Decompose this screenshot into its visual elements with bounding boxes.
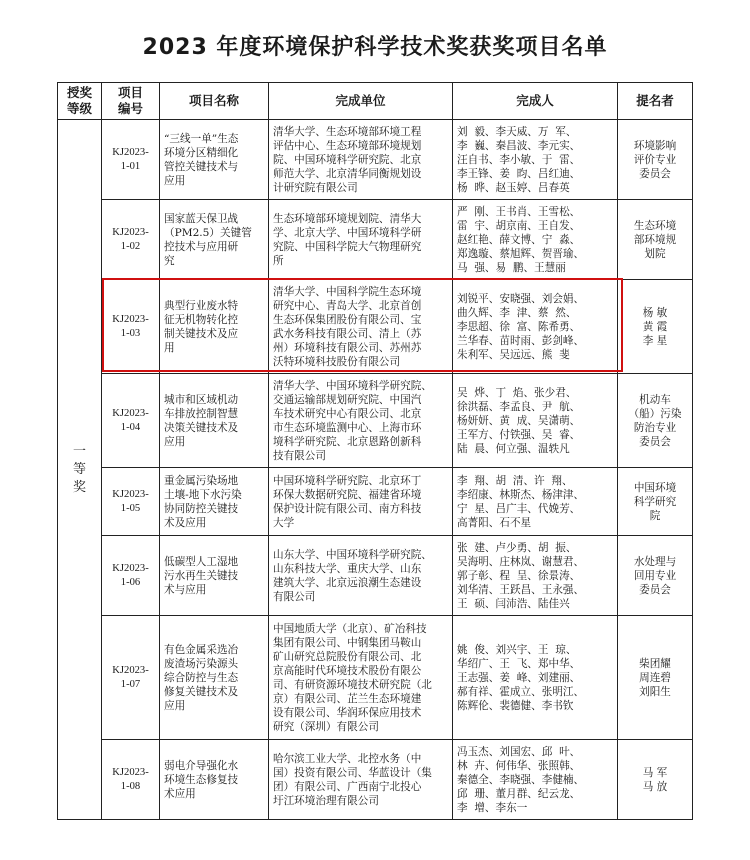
header-people: 完成人 bbox=[453, 83, 618, 120]
header-units: 完成单位 bbox=[269, 83, 453, 120]
project-code: KJ2023- 1-06 bbox=[102, 536, 160, 616]
project-name: 低碳型人工湿地 污水再生关键技 术与应用 bbox=[160, 536, 269, 616]
project-nominator: 杨 敏 黄 霞 李 星 bbox=[618, 280, 693, 374]
project-people: 姚 俊、刘兴宇、王 琼、 华绍广、王 飞、郑中华、 王志强、姜 峰、刘建丽、 郝有祥、霍成立、张明江、 陈辉伦、裴德健、李书钦 bbox=[453, 616, 618, 740]
project-name: 有色金属采选冶 废渣场污染源头 综合防控与生态 修复关键技术及 应用 bbox=[160, 616, 269, 740]
header-nominator: 提名者 bbox=[618, 83, 693, 120]
grade-label: 一等奖 bbox=[72, 443, 86, 495]
project-people: 吴 烨、丁 焰、张少君、 徐洪磊、李孟良、尹 航、 杨妍妍、黄 成、吴潇萌、 王军方、付铁强、吴 睿、 陆 晨、何立强、温轶凡 bbox=[453, 374, 618, 468]
project-people: 刘锐平、安晓强、刘会娟、 曲久辉、李 津、蔡 然、 李思超、徐 富、陈希勇、 兰华春、苗时雨、彭剑峰、 朱利军、吴远远、熊 斐 bbox=[453, 280, 618, 374]
project-name: 国家蓝天保卫战 （PM2.5）关键管 控技术与应用研 究 bbox=[160, 200, 269, 280]
project-name: 弱电介导强化水 环境生态修复技 术应用 bbox=[160, 740, 269, 820]
project-name: 重金属污染场地 土壤-地下水污染 协同防控关键技 术及应用 bbox=[160, 468, 269, 536]
project-units: 山东大学、中国环境科学研究院、 山东科技大学、重庆大学、山东 建筑大学、北京远浪潮生态建设 有限公司 bbox=[269, 536, 453, 616]
page-title: 2023 年度环境保护科学技术奖获奖项目名单 bbox=[142, 35, 608, 60]
project-nominator: 机动车 （船）污染 防治专业 委员会 bbox=[618, 374, 693, 468]
project-people: 严 刚、王书肖、王雪松、 雷 宇、胡京南、王自发、 赵红艳、薛文博、宁 淼、 郑逸璇、蔡旭辉、贺晋瑜、 马 强、易 鹏、王慧丽 bbox=[453, 200, 618, 280]
grade-cell bbox=[58, 120, 102, 820]
project-people: 李 翔、胡 清、许 翔、 李绍康、林斯杰、杨津津、 宁 星、吕广丰、代娩芳、 高菁阳、石不星 bbox=[453, 468, 618, 536]
header-row bbox=[58, 83, 693, 120]
header-code: 项目 编号 bbox=[102, 83, 160, 120]
header-grade: 授奖 等级 bbox=[58, 83, 102, 120]
project-nominator: 马 军 马 放 bbox=[618, 740, 693, 820]
project-name: 城市和区域机动 车排放控制智慧 决策关键技术及 应用 bbox=[160, 374, 269, 468]
award-table bbox=[57, 82, 693, 820]
project-units: 中国环境科学研究院、北京环丁 环保大数据研究院、福建省环境 保护设计院有限公司、南方科技 大学 bbox=[269, 468, 453, 536]
project-units: 生态环境部环境规划院、清华大 学、北京大学、中国环境科学研 究院、中国科学院大气物理研究 所 bbox=[269, 200, 453, 280]
table-row bbox=[58, 740, 693, 820]
project-nominator: 柴团耀 周连碧 刘阳生 bbox=[618, 616, 693, 740]
project-code: KJ2023- 1-02 bbox=[102, 200, 160, 280]
table-row bbox=[58, 120, 693, 200]
project-code: KJ2023- 1-04 bbox=[102, 374, 160, 468]
project-code: KJ2023- 1-07 bbox=[102, 616, 160, 740]
project-units: 中国地质大学（北京）、矿冶科技 集团有限公司、中钢集团马鞍山 矿山研究总院股份有限公司、北 京高能时代环境技术股份有限公 司、有研资源环境技术研究院（北 京）有限公司、芷兰生态环境建 设有限公司、华润环保应用技术 研究（深圳）有限公司 bbox=[269, 616, 453, 740]
table-row bbox=[58, 374, 693, 468]
project-nominator: 中国环境 科学研究 院 bbox=[618, 468, 693, 536]
project-code: KJ2023- 1-08 bbox=[102, 740, 160, 820]
project-people: 张 建、卢少勇、胡 振、 吴海明、庄林岚、谢慧君、 郭子彰、程 呈、徐景涛、 刘华清、王跃昌、王永强、 王 硕、闫沛浩、陆佳兴 bbox=[453, 536, 618, 616]
project-code: KJ2023- 1-03 bbox=[102, 280, 160, 374]
project-nominator: 水处理与 回用专业 委员会 bbox=[618, 536, 693, 616]
project-name: “三线一单”生态 环境分区精细化 管控关键技术与 应用 bbox=[160, 120, 269, 200]
table-row bbox=[58, 200, 693, 280]
project-units: 哈尔滨工业大学、北控水务（中 国）投资有限公司、华蓝设计（集 团）有限公司、广西南宁北投心 圩江环境治理有限公司 bbox=[269, 740, 453, 820]
table-row bbox=[58, 468, 693, 536]
table-row bbox=[58, 616, 693, 740]
project-units: 清华大学、中国环境科学研究院、 交通运输部规划研究院、中国汽 车技术研究中心有限公司、北京 市生态环境监测中心、上海市环 境科学研究院、北京恩路创新科 技有限公司 bbox=[269, 374, 453, 468]
table-row bbox=[58, 536, 693, 616]
project-nominator: 生态环境 部环境规 划院 bbox=[618, 200, 693, 280]
project-people: 刘 毅、李天威、万 军、 李 巍、秦昌波、李元实、 汪自书、李小敏、于 雷、 李王锋、姜 昀、吕红迪、 杨 晔、赵玉婷、吕春英 bbox=[453, 120, 618, 200]
project-name: 典型行业废水特 征无机物转化控 制关键技术及应 用 bbox=[160, 280, 269, 374]
project-code: KJ2023- 1-05 bbox=[102, 468, 160, 536]
project-nominator: 环境影响 评价专业 委员会 bbox=[618, 120, 693, 200]
project-units: 清华大学、生态环境部环境工程 评估中心、生态环境部环境规划 院、中国环境科学研究院、北京 师范大学、北京清华同衡规划设 计研究院有限公司 bbox=[269, 120, 453, 200]
project-units: 清华大学、中国科学院生态环境 研究中心、青岛大学、北京首创 生态环保集团股份有限公司、宝 武水务科技有限公司、清上（苏 州）环境科技有限公司、苏州苏 沃特环境科技股份有限公司 bbox=[269, 280, 453, 374]
project-people: 冯玉杰、刘国宏、邱 叶、 林 卉、何伟华、张照韩、 秦德全、李晓强、李健楠、 邱 珊、董月群、纪云龙、 李 增、李东一 bbox=[453, 740, 618, 820]
table-row bbox=[58, 280, 693, 374]
project-code: KJ2023- 1-01 bbox=[102, 120, 160, 200]
header-name: 项目名称 bbox=[160, 83, 269, 120]
